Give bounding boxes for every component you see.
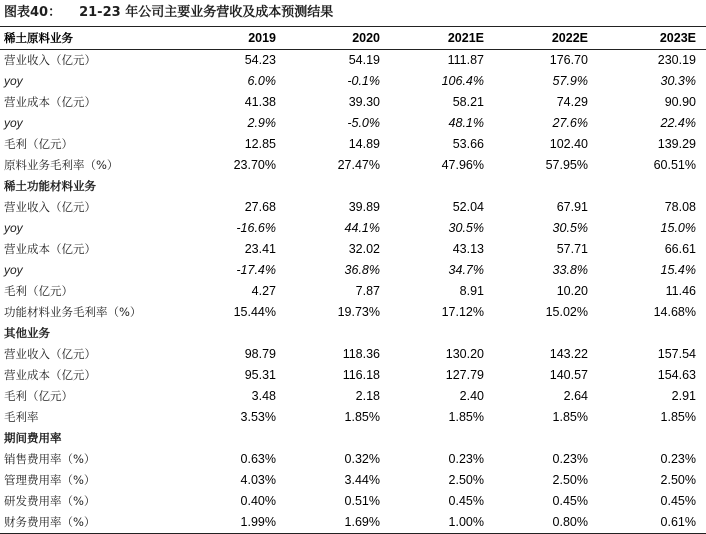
table-row bbox=[0, 302, 706, 323]
value-cell: 4.27 bbox=[251, 284, 276, 298]
value-cell: 0.45% bbox=[660, 494, 696, 508]
value-cell: 1.85% bbox=[448, 410, 484, 424]
value-cell: 95.31 bbox=[244, 368, 276, 382]
value-cell bbox=[390, 428, 494, 449]
section-header-row bbox=[0, 428, 706, 449]
value-cell: 139.29 bbox=[657, 137, 696, 151]
value-cell: 57.71 bbox=[556, 242, 588, 256]
figure-caption: 21-23 年公司主要业务营收及成本预测结果 bbox=[79, 5, 334, 20]
row-label: 营业收入（亿元） bbox=[4, 347, 96, 361]
value-cell bbox=[390, 176, 494, 197]
value-cell: 2.50% bbox=[660, 473, 696, 487]
value-cell: 3.44% bbox=[344, 473, 380, 487]
value-cell: 3.53% bbox=[240, 410, 276, 424]
row-label: 稀土功能材料业务 bbox=[4, 179, 96, 193]
value-cell: 7.87 bbox=[355, 284, 380, 298]
table-row bbox=[0, 386, 706, 407]
row-label: yoy bbox=[4, 74, 23, 88]
value-cell: 0.23% bbox=[552, 452, 588, 466]
row-label: yoy bbox=[4, 221, 23, 235]
table-row bbox=[0, 50, 706, 72]
table-row bbox=[0, 449, 706, 470]
table-row bbox=[0, 197, 706, 218]
value-cell: 1.00% bbox=[390, 512, 494, 534]
value-cell: 58.21 bbox=[452, 95, 484, 109]
value-cell: 2.50% bbox=[552, 473, 588, 487]
value-cell: 2.64 bbox=[563, 389, 588, 403]
row-label: 功能材料业务毛利率（%） bbox=[4, 305, 142, 319]
value-cell: 27.6% bbox=[552, 116, 588, 130]
value-cell: 15.44% bbox=[233, 305, 276, 319]
value-cell: 15.4% bbox=[660, 263, 696, 277]
value-cell: 130.20 bbox=[445, 347, 484, 361]
value-cell: 23.41 bbox=[244, 242, 276, 256]
row-label: 营业收入（亿元） bbox=[4, 200, 96, 214]
row-label: 营业收入（亿元） bbox=[4, 53, 96, 67]
value-cell: 27.47% bbox=[337, 158, 380, 172]
value-cell: 44.1% bbox=[344, 221, 380, 235]
row-label: yoy bbox=[4, 263, 23, 277]
value-cell: 2.18 bbox=[355, 389, 380, 403]
value-cell: 23.70% bbox=[233, 158, 276, 172]
value-cell: 106.4% bbox=[441, 74, 484, 88]
value-cell: 39.30 bbox=[348, 95, 380, 109]
value-cell: 11.46 bbox=[665, 284, 696, 298]
value-cell: 2.91 bbox=[671, 389, 696, 403]
value-cell: 4.03% bbox=[240, 473, 276, 487]
value-cell: 230.19 bbox=[657, 53, 696, 67]
value-cell: 116.18 bbox=[342, 368, 380, 382]
table-row bbox=[0, 281, 706, 302]
value-cell: 48.1% bbox=[448, 116, 484, 130]
value-cell: 154.63 bbox=[657, 368, 696, 382]
value-cell: -5.0% bbox=[347, 116, 380, 130]
value-cell bbox=[202, 323, 286, 344]
value-cell: 0.23% bbox=[660, 452, 696, 466]
value-cell: -16.6% bbox=[236, 221, 276, 235]
row-label: 研发费用率（%） bbox=[4, 494, 96, 508]
forecast-table bbox=[0, 26, 706, 534]
value-cell: 98.79 bbox=[244, 347, 276, 361]
table-row bbox=[0, 344, 706, 365]
value-cell: 0.51% bbox=[344, 494, 380, 508]
value-cell: 43.13 bbox=[452, 242, 484, 256]
value-cell: 32.02 bbox=[348, 242, 380, 256]
value-cell: 14.89 bbox=[348, 137, 380, 151]
value-cell: 1.85% bbox=[344, 410, 380, 424]
value-cell bbox=[494, 428, 598, 449]
value-cell: -17.4% bbox=[236, 263, 276, 277]
value-cell: 3.48 bbox=[251, 389, 276, 403]
value-cell: 22.4% bbox=[660, 116, 696, 130]
value-cell: 52.04 bbox=[452, 200, 484, 214]
table-row bbox=[0, 365, 706, 386]
yoy-row bbox=[0, 218, 706, 239]
table-row bbox=[0, 155, 706, 176]
value-cell: 27.68 bbox=[244, 200, 276, 214]
value-cell: 15.0% bbox=[660, 221, 696, 235]
value-cell: 53.66 bbox=[452, 137, 484, 151]
value-cell bbox=[202, 176, 286, 197]
value-cell: 0.45% bbox=[552, 494, 588, 508]
table-row bbox=[0, 470, 706, 491]
value-cell: 1.99% bbox=[202, 512, 286, 534]
value-cell: 140.57 bbox=[549, 368, 588, 382]
value-cell bbox=[286, 323, 390, 344]
table-row bbox=[0, 512, 706, 534]
value-cell: 118.36 bbox=[342, 347, 380, 361]
value-cell: 0.40% bbox=[240, 494, 276, 508]
row-label: 毛利（亿元） bbox=[4, 284, 73, 298]
row-label: 管理费用率（%） bbox=[4, 473, 96, 487]
table-row bbox=[0, 491, 706, 512]
value-cell: 12.85 bbox=[244, 137, 276, 151]
value-cell: 8.91 bbox=[459, 284, 484, 298]
value-cell: 54.23 bbox=[244, 53, 276, 67]
value-cell: 176.70 bbox=[549, 53, 588, 67]
value-cell bbox=[286, 176, 390, 197]
row-label: 期间费用率 bbox=[4, 431, 62, 445]
value-cell bbox=[598, 323, 706, 344]
figure-title bbox=[4, 2, 333, 24]
row-label: 毛利（亿元） bbox=[4, 137, 73, 151]
value-cell: 66.61 bbox=[664, 242, 696, 256]
value-cell: 102.40 bbox=[549, 137, 588, 151]
row-label: 毛利（亿元） bbox=[4, 389, 73, 403]
value-cell: 57.9% bbox=[552, 74, 588, 88]
value-cell: 33.8% bbox=[552, 263, 588, 277]
table-row bbox=[0, 134, 706, 155]
header-year-2019: 2019 bbox=[202, 27, 286, 50]
value-cell: 0.63% bbox=[240, 452, 276, 466]
value-cell: 19.73% bbox=[337, 305, 380, 319]
value-cell: -0.1% bbox=[347, 74, 380, 88]
value-cell: 30.5% bbox=[552, 221, 588, 235]
value-cell: 0.32% bbox=[344, 452, 380, 466]
row-label: yoy bbox=[4, 116, 23, 130]
yoy-row bbox=[0, 260, 706, 281]
table-row bbox=[0, 239, 706, 260]
section-header-row bbox=[0, 176, 706, 197]
row-label: 财务费用率（%） bbox=[0, 512, 202, 534]
header-year-2022e: 2022E bbox=[494, 27, 598, 50]
section-header-row bbox=[0, 323, 706, 344]
table-row bbox=[0, 92, 706, 113]
value-cell: 36.8% bbox=[344, 263, 380, 277]
row-label: 营业成本（亿元） bbox=[4, 368, 96, 382]
value-cell: 74.29 bbox=[556, 95, 588, 109]
value-cell bbox=[598, 176, 706, 197]
figure-number: 图表40： bbox=[4, 5, 62, 20]
value-cell bbox=[286, 428, 390, 449]
value-cell: 0.45% bbox=[448, 494, 484, 508]
row-label: 其他业务 bbox=[4, 326, 50, 340]
value-cell: 2.9% bbox=[247, 116, 276, 130]
value-cell: 0.80% bbox=[494, 512, 598, 534]
header-year-2023e: 2023E bbox=[598, 27, 706, 50]
value-cell: 30.5% bbox=[448, 221, 484, 235]
value-cell: 15.02% bbox=[545, 305, 588, 319]
value-cell bbox=[598, 428, 706, 449]
value-cell: 39.89 bbox=[348, 200, 380, 214]
row-label: 营业成本（亿元） bbox=[4, 242, 96, 256]
value-cell: 17.12% bbox=[441, 305, 484, 319]
value-cell bbox=[494, 176, 598, 197]
row-label: 营业成本（亿元） bbox=[4, 95, 96, 109]
value-cell bbox=[390, 323, 494, 344]
value-cell: 60.51% bbox=[653, 158, 696, 172]
value-cell: 14.68% bbox=[653, 305, 696, 319]
header-year-2020: 2020 bbox=[286, 27, 390, 50]
value-cell: 54.19 bbox=[348, 53, 380, 67]
value-cell: 57.95% bbox=[545, 158, 588, 172]
value-cell: 157.54 bbox=[657, 347, 696, 361]
row-label: 毛利率 bbox=[4, 410, 39, 424]
value-cell: 2.50% bbox=[448, 473, 484, 487]
value-cell: 6.0% bbox=[247, 74, 276, 88]
value-cell bbox=[202, 428, 286, 449]
table-body bbox=[0, 50, 706, 534]
value-cell: 143.22 bbox=[549, 347, 588, 361]
header-row bbox=[0, 27, 706, 50]
value-cell bbox=[494, 323, 598, 344]
value-cell: 30.3% bbox=[660, 74, 696, 88]
value-cell: 127.79 bbox=[445, 368, 484, 382]
value-cell: 47.96% bbox=[441, 158, 484, 172]
value-cell: 78.08 bbox=[664, 200, 696, 214]
row-label: 销售费用率（%） bbox=[4, 452, 96, 466]
table-row bbox=[0, 407, 706, 428]
value-cell: 2.40 bbox=[459, 389, 484, 403]
value-cell: 90.90 bbox=[664, 95, 696, 109]
value-cell: 0.61% bbox=[598, 512, 706, 534]
value-cell: 111.87 bbox=[447, 53, 484, 67]
value-cell: 34.7% bbox=[448, 263, 484, 277]
row-label: 原料业务毛利率（%） bbox=[4, 158, 119, 172]
value-cell: 1.85% bbox=[660, 410, 696, 424]
value-cell: 1.69% bbox=[286, 512, 390, 534]
yoy-row bbox=[0, 113, 706, 134]
value-cell: 1.85% bbox=[552, 410, 588, 424]
header-section-label: 稀土原料业务 bbox=[0, 27, 202, 50]
value-cell: 10.20 bbox=[556, 284, 588, 298]
value-cell: 0.23% bbox=[448, 452, 484, 466]
header-year-2021e: 2021E bbox=[390, 27, 494, 50]
value-cell: 41.38 bbox=[244, 95, 276, 109]
value-cell: 67.91 bbox=[556, 200, 588, 214]
yoy-row bbox=[0, 71, 706, 92]
